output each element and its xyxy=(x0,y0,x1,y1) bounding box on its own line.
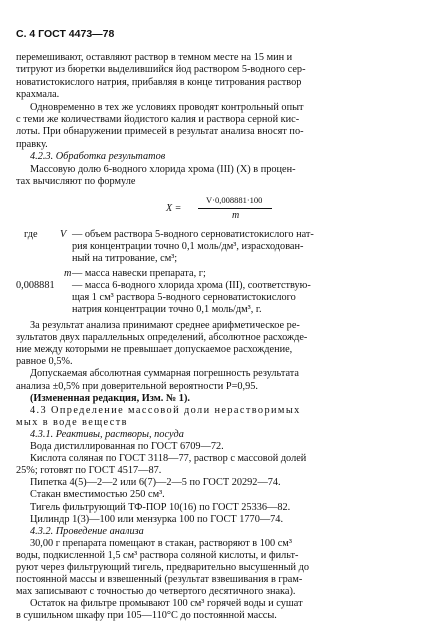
formula-numerator: V·0,008881·100 xyxy=(206,195,263,205)
definition-text: рия концентрации точно 0,1 моль/дм³, израсходован- xyxy=(72,241,304,252)
text-line: Остаток на фильтре промывают 100 см³ горячей воды и сушат xyxy=(30,598,303,610)
definition-text: щая 1 см³ раствора 5-водного серноватистокислого xyxy=(72,292,296,303)
text-line: (Измененная редакция, Изм. № 1). xyxy=(30,392,190,404)
text-line: Кислота соляная по ГОСТ 3118—77, раствор с массовой долей xyxy=(30,453,307,465)
formula-denominator: m xyxy=(232,210,240,221)
text-line: Тигель фильтрующий ТФ-ПОР 10(16) по ГОСТ 25336—82. xyxy=(30,501,291,513)
text-line: Пипетка 4(5)—2—2 или 6(7)—2—5 по ГОСТ 20292—74. xyxy=(30,477,281,489)
text-line: анализа ±0,5% при доверительной вероятности P=0,95. xyxy=(16,380,258,392)
text-line: Допускаемая абсолютная суммарная погрешность результата xyxy=(30,368,299,380)
text-line: 4.3.1. Реактивы, растворы, посуда xyxy=(30,428,184,440)
text-line: тах вычисляют по формуле xyxy=(16,176,136,187)
definition-symbol: V xyxy=(60,229,67,240)
formula-lhs: X = xyxy=(166,203,182,214)
text-line: постоянной массы и взвешенный (результат взвешивания в грам- xyxy=(16,574,303,586)
text-line: зультатов двух параллельных определений, абсолютное расхожде- xyxy=(16,332,308,344)
text-line: правку. xyxy=(16,138,48,150)
text-line: 4.3.2. Проведение анализа xyxy=(30,525,144,537)
definition-text: — масса 6-водного хлорида хрома (III), соответствую- xyxy=(72,280,311,291)
text-line: равное 0,5%. xyxy=(16,356,73,368)
formula xyxy=(166,195,276,225)
text-line: титруют из бюретки выделившийся йод раствором 5-водного сер- xyxy=(16,64,306,76)
text-line: За результат анализа принимают среднее арифметическое ре- xyxy=(30,320,300,331)
text-line: 30,00 г препарата помещают в стакан, растворяют в 100 см³ xyxy=(30,537,292,549)
text-line: руют через фильтрующий тигель, предварительно высушенный до xyxy=(16,562,310,573)
text-line: мах записывают с точностью до четвертого десятичного знака). xyxy=(16,586,296,598)
text-line: Вода дистиллированная по ГОСТ 6709—72. xyxy=(30,441,224,452)
definition-text: натрия концентрации точно 0,1 моль/дм³, г. xyxy=(72,304,262,315)
definition-lead: 0,008881 xyxy=(16,280,55,291)
text-line: перемешивают, оставляют раствор в темном месте на 15 мин и xyxy=(16,52,293,63)
text-line: крахмала. xyxy=(16,89,60,101)
text-line: с теми же количествами йодистого калия и раствора серной кис- xyxy=(16,114,300,125)
page-header: С. 4 ГОСТ 4473—78 xyxy=(16,28,115,40)
text-line: Цилиндр 1(3)—100 или мензурка 100 по ГОСТ 1770—74. xyxy=(30,513,284,525)
definition-symbol: m xyxy=(64,268,72,279)
text-line: 4.3 Определение массовой доли нерастворимых xyxy=(30,404,301,416)
definition-text: — объем раствора 5-водного серноватистокислого нат- xyxy=(72,229,314,240)
fraction-bar xyxy=(198,208,272,209)
text-line: лоты. При обнаружении примесей в результат анализа вносят по- xyxy=(16,126,304,138)
text-line: Одновременно в тех же условиях проводят контрольный опыт xyxy=(30,101,304,113)
text-line: 25%; готовят по ГОСТ 4517—87. xyxy=(16,465,162,477)
definition-text: ный на титрование, см³; xyxy=(72,253,178,264)
text-line: мых в воде веществ xyxy=(16,416,128,428)
text-line: воды, подкисленной 1,5 см³ раствора соляной кислоты, и фильт- xyxy=(16,549,299,561)
text-line: в сушильном шкафу при 105—110°С до постоянной массы. xyxy=(16,610,277,622)
definition-lead: где xyxy=(24,229,38,240)
text-line: 4.2.3. Обработка результатов xyxy=(30,151,166,163)
text-line: Стакан вместимостью 250 см³. xyxy=(30,489,165,501)
text-line: новатистокислого натрия, прибавляя в конце титрования раствор xyxy=(16,76,302,88)
text-line: ние между которыми не превышает допускаемое расхождение, xyxy=(16,344,293,356)
definition-text: — масса навески препарата, г; xyxy=(72,268,206,279)
text-line: Массовую долю 6-водного хлорида хрома (III) (X) в процен- xyxy=(30,163,296,175)
